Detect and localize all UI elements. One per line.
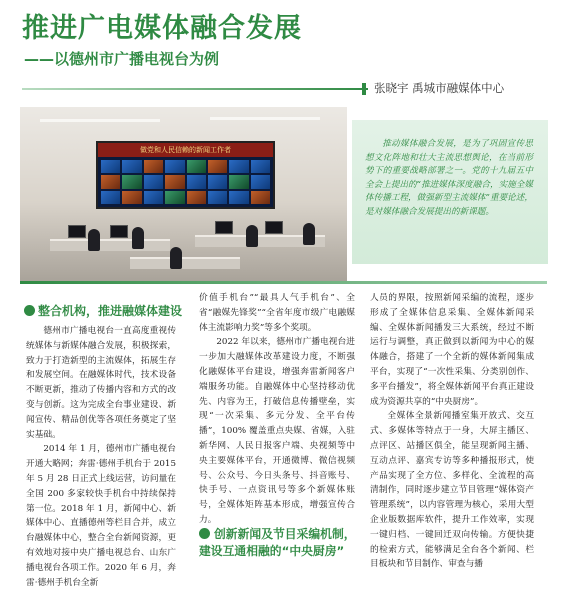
staff-person	[88, 229, 100, 251]
staff-person	[132, 227, 144, 249]
video-wall-title: 做党和人民信赖的新闻工作者	[98, 143, 273, 157]
monitor	[215, 221, 233, 234]
monitor	[68, 225, 86, 238]
paragraph: 人员的界限，按照新闻采编的流程，逐步形成了全媒体信息采集、全媒体新闻采编、全媒体新闻播发三大系统，经过不断运行与调整，真正做到以新闻为中心的媒体融合，搭建了一个全新的媒体新闻集成平台，实现了“一次性采集、分类别创作、多平台播发”，将全媒体新闻平台真正建设成为资源共享的“中央厨房”。	[370, 293, 534, 407]
byline-rule	[22, 88, 368, 90]
abstract-text: 推动媒体融合发展，是为了巩固宣传思想文化阵地和壮大主流思想舆论，在当前形势下的重要战略部署之一。党的十九届五中全会上提出的“推进媒体深度融合，实施全媒体传播工程，做强新型主流媒体”重要论述，是对媒体融合发展提出的新课题。	[365, 139, 533, 217]
section-rule	[20, 281, 547, 284]
section1-heading-text: 整合机构，推进融媒体建设	[38, 304, 183, 318]
paragraph: 德州市广播电视台一直高度重视传统媒体与新媒体融合发展，积极探索，致力于打造新型的主流媒体，拓展生存和发展空间。在融媒体时代，技术设备不断更新，推动了传播内容和方式的改变与创新。这为完成全台事业建设、新闻宣传、精品创优等各项任务奠定了坚实基础。	[26, 326, 176, 440]
video-wall-screens	[101, 160, 270, 204]
article-title: 推进广电媒体融合发展	[22, 13, 302, 44]
section2-heading-text: 创新新闻及节目采编机制，建设互通相融的“中央厨房”	[199, 527, 356, 558]
section1-heading	[24, 302, 182, 319]
heading-bullet-icon	[24, 305, 35, 316]
video-wall	[96, 141, 275, 209]
ceiling-light	[40, 119, 160, 122]
column-3	[370, 291, 534, 572]
desk-center	[130, 257, 240, 269]
staff-person	[246, 225, 258, 247]
article-subtitle: ——以德州市广播电视台为例	[24, 50, 220, 68]
ceiling-light	[210, 117, 320, 120]
section2-heading	[199, 526, 359, 560]
newsroom-photo	[20, 107, 347, 281]
heading-bullet-icon	[199, 528, 210, 539]
monitor	[265, 221, 283, 234]
paragraph: 价值手机台”“最具人气手机台”、全省“融媒先锋奖”“全省年度市级广电融媒体主流影响力奖”等多个奖项。	[199, 293, 355, 333]
staff-person	[170, 247, 182, 269]
column-1	[26, 324, 176, 590]
paragraph: 全媒体全景新闻播室集开放式、交互式、多媒体等特点于一身，大屏主播区、点评区、站播区俱全，能呈现新闻主播、互动点评、嘉宾专访等多种播报形式，使产品实现了全方位、多样化、全流程的高清制作，同时逐步建立节目管理“媒体资产管理系统”，以内容管理为核心，采用大型企业版数据库软件，提升工作效率，实现一键归档、一键回迁双向传输。方便快捷的检索方式，能够满足全台各个新闻、栏目板块和节目制作、审查与播	[370, 411, 534, 570]
author-byline: 张晓宇 禹城市融媒体中心	[374, 81, 505, 95]
paragraph: 2022 年以来，德州市广播电视台进一步加大融媒体改革建设力度，不断强化融媒体平台建设，增强奔雷新闻客户端服务功能。自融媒体中心坚持移动优先、内容为王，打破信息传播壁垒，实现“一次采集、多元分发、全平台传播”，100% 覆盖重点央媒、省媒，入驻新华网、人民日报客户端、央视频等中央主要媒体平台，开通微博、微信视频号、公众号、今日头条号、抖音账号、快手号、一点资讯号等多个新媒体账号，全媒体矩阵基本形成，增强宣传合力。	[199, 337, 355, 525]
column-2	[199, 291, 355, 528]
byline-marker	[362, 83, 366, 95]
paragraph: 2014 年 1 月，德州市广播电视台开通大略网；奔雷·德州手机台于 2015 年 5 月 28 日正式上线运营，访问量在全国 200 多家较快手机台中持续保持第一位。2018 年 1 月，新闻中心、新媒体中心、直播德州等栏目合并，成立台融媒体中心，整合全台新闻资源，更有效地对接中央广播电视总台、山东广播电视台各项工作。2020 年 6 月，奔雷·德州手机台全新	[26, 444, 176, 588]
monitor	[110, 225, 128, 238]
staff-person	[303, 223, 315, 245]
desk-left	[50, 239, 170, 251]
